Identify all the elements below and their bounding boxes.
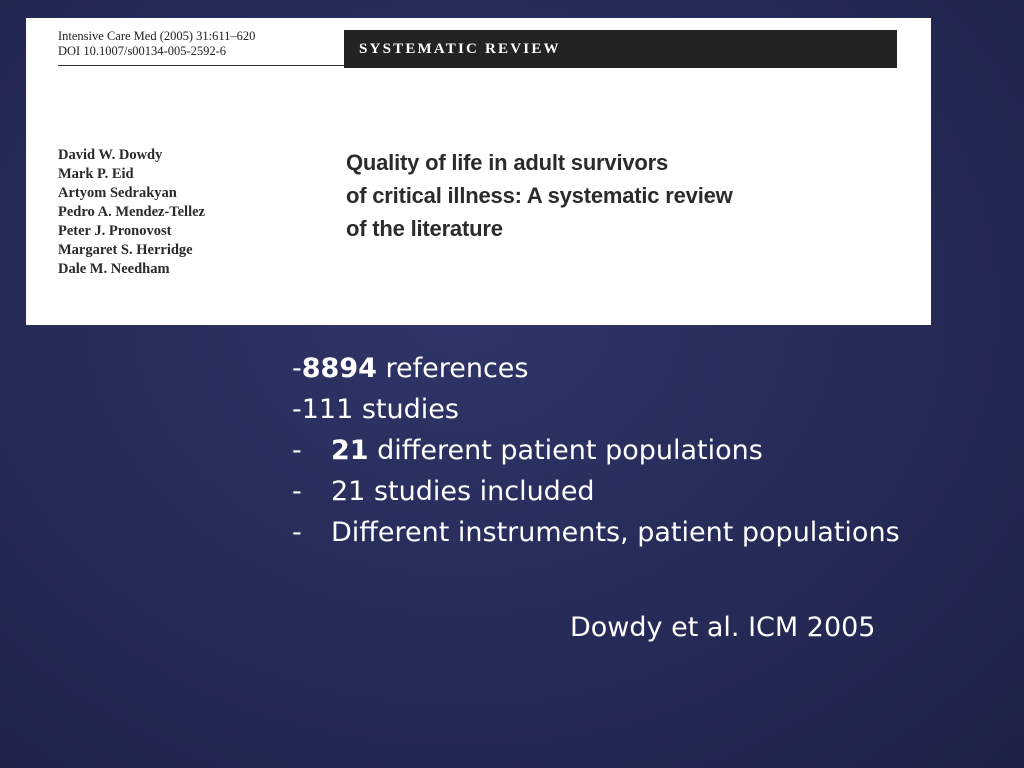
- paper-title-line: of critical illness: A systematic review: [346, 183, 733, 208]
- author-name: Peter J. Pronovost: [58, 223, 172, 239]
- author-list: [58, 146, 205, 279]
- bullet-dash: -: [292, 517, 302, 548]
- bullet-number: 8894: [301, 353, 377, 384]
- bullet-dash: -: [292, 476, 302, 507]
- bullet-list: [292, 348, 912, 553]
- bullet-item: [292, 471, 912, 512]
- section-banner: SYSTEMATIC REVIEW: [344, 30, 897, 68]
- citation-text: Dowdy et al. ICM 2005: [570, 612, 876, 643]
- paper-title-line: of the literature: [346, 216, 503, 241]
- bullet-dash: -: [292, 435, 302, 466]
- doi-line: DOI 10.1007/s00134-005-2592-6: [58, 44, 227, 58]
- bullet-dash: -: [292, 353, 302, 384]
- bullet-text: references: [376, 353, 529, 384]
- author-name: Mark P. Eid: [58, 166, 134, 182]
- bullet-item: [292, 512, 912, 553]
- bullet-text: 21 studies included: [331, 476, 595, 507]
- author-name: Margaret S. Herridge: [58, 242, 193, 258]
- bullet-dash: -: [292, 394, 302, 425]
- journal-citation: Intensive Care Med (2005) 31:611–620: [58, 29, 256, 43]
- paper-title-line: Quality of life in adult survivors: [346, 150, 669, 175]
- author-name: Pedro A. Mendez-Tellez: [58, 204, 205, 220]
- bullet-number: 21: [331, 435, 369, 466]
- bullet-text: 111 studies: [301, 394, 459, 425]
- header-rule: [58, 65, 358, 66]
- bullet-text: different patient populations: [368, 435, 763, 466]
- author-name: Artyom Sedrakyan: [58, 185, 177, 201]
- paper-excerpt-image: [26, 18, 931, 325]
- bullet-item: [292, 430, 912, 471]
- author-name: Dale M. Needham: [58, 261, 170, 277]
- paper-title: [346, 146, 846, 245]
- author-name: David W. Dowdy: [58, 147, 163, 163]
- bullet-item: [292, 348, 912, 389]
- bullet-item: [292, 389, 912, 430]
- bullet-text: Different instruments, patient populations: [331, 517, 900, 548]
